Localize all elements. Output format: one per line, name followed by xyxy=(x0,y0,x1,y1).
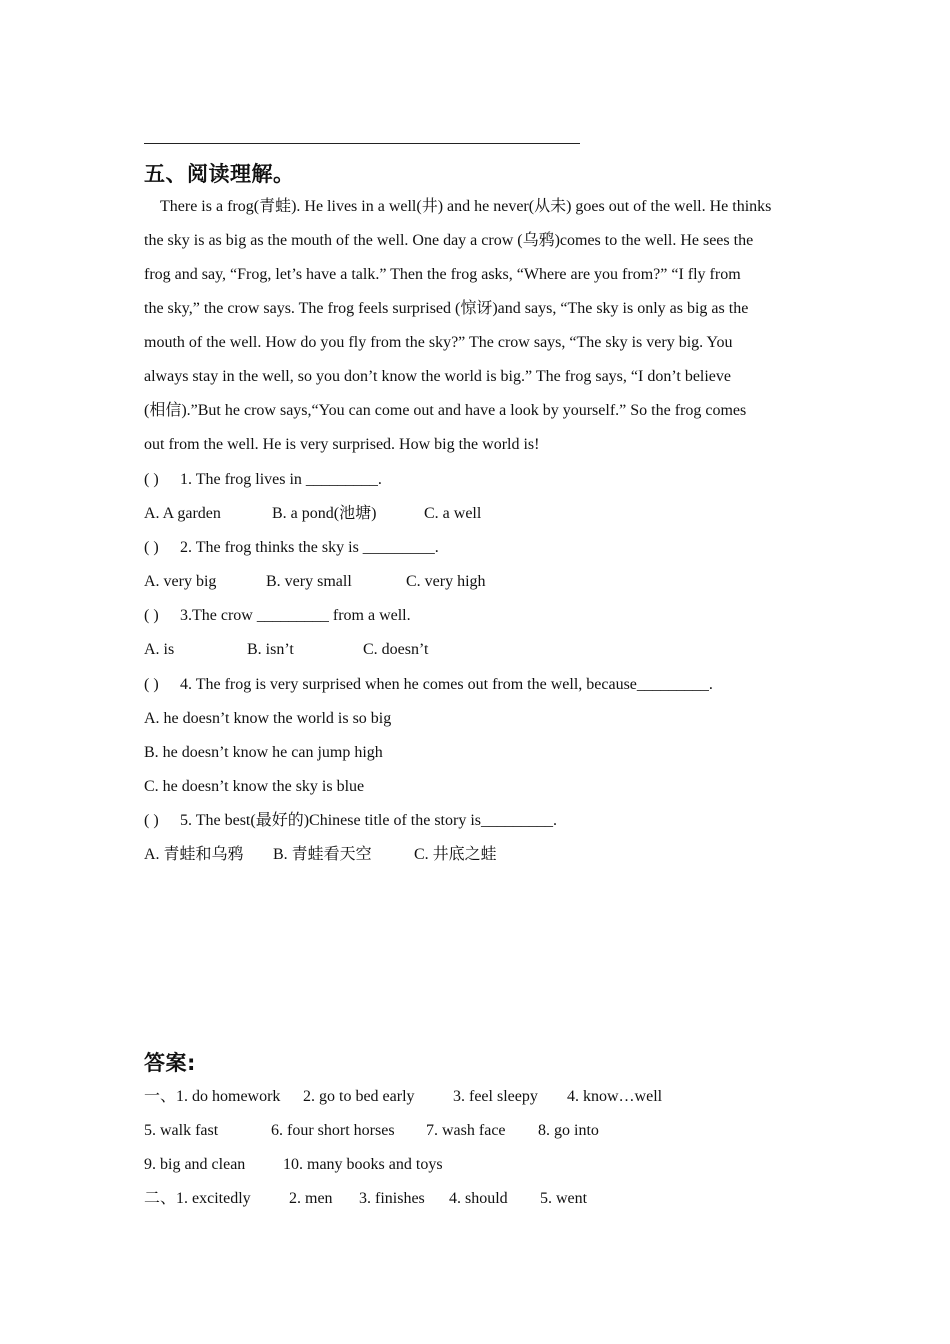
option-b: B. isn’t xyxy=(247,641,294,658)
question-4-option-c: C. he doesn’t know the sky is blue xyxy=(144,778,365,795)
answer-blank: ( ) xyxy=(144,676,159,693)
separator-rule xyxy=(144,143,580,144)
answer-item: 10. many books and toys xyxy=(283,1156,443,1173)
question-text: 3.The crow _________ from a well. xyxy=(180,607,411,624)
passage-line: (相信).”But he crow says,“You can come out and have a look by yourself.” So the frog comes xyxy=(144,402,747,419)
answer-item: 二、1. excitedly xyxy=(144,1190,251,1207)
passage-line: There is a frog(青蛙). He lives in a well(井) and he never(从未) goes out of the well. He thinks xyxy=(160,198,772,215)
option-c: C. 井底之蛙 xyxy=(414,846,497,863)
question-text: 1. The frog lives in _________. xyxy=(180,471,382,488)
passage-line: out from the well. He is very surprised. How big the world is! xyxy=(144,436,540,453)
question-1 xyxy=(144,470,382,490)
answer-item: 一、1. do homework xyxy=(144,1088,281,1105)
answer-item: 2. men xyxy=(289,1190,333,1207)
question-text: 4. The frog is very surprised when he comes out from the well, because_________. xyxy=(180,676,713,693)
option-c: C. doesn’t xyxy=(363,641,429,658)
option-c: C. a well xyxy=(424,505,482,522)
answer-blank: ( ) xyxy=(144,812,159,829)
option-a: A. very big xyxy=(144,573,217,590)
answer-item: 9. big and clean xyxy=(144,1156,246,1173)
answer-blank: ( ) xyxy=(144,539,159,556)
question-4-option-b: B. he doesn’t know he can jump high xyxy=(144,744,383,761)
passage-line: always stay in the well, so you don’t know the world is big.” The frog says, “I don’t believe xyxy=(144,368,732,385)
answer-item: 4. should xyxy=(449,1190,508,1207)
question-5 xyxy=(144,811,557,831)
answer-blank: ( ) xyxy=(144,607,159,624)
answer-item: 7. wash face xyxy=(426,1122,506,1139)
option-b: B. a pond(池塘) xyxy=(272,505,377,522)
answer-item: 6. four short horses xyxy=(271,1122,395,1139)
question-4 xyxy=(144,675,713,695)
option-b: B. 青蛙看天空 xyxy=(273,846,372,863)
answer-item: 3. finishes xyxy=(359,1190,425,1207)
option-a: A. A garden xyxy=(144,505,221,522)
answers-title: 答案: xyxy=(144,1051,196,1075)
answer-item: 5. went xyxy=(540,1190,588,1207)
answer-item: 8. go into xyxy=(538,1122,599,1139)
question-3 xyxy=(144,606,411,626)
answer-item: 5. walk fast xyxy=(144,1122,219,1139)
passage-line: frog and say, “Frog, let’s have a talk.” Then the frog asks, “Where are you from?” “I fly from xyxy=(144,266,741,283)
answer-item: 2. go to bed early xyxy=(303,1088,415,1105)
option-a: A. 青蛙和乌鸦 xyxy=(144,846,244,863)
passage-line: mouth of the well. How do you fly from the sky?” The crow says, “The sky is very big. You xyxy=(144,334,733,351)
section-title: 五、阅读理解。 xyxy=(144,162,295,186)
answer-blank: ( ) xyxy=(144,471,159,488)
question-4-option-a: A. he doesn’t know the world is so big xyxy=(144,710,392,727)
question-2 xyxy=(144,538,439,558)
option-a: A. is xyxy=(144,641,175,658)
answer-item: 3. feel sleepy xyxy=(453,1088,538,1105)
passage-line: the sky,” the crow says. The frog feels surprised (惊讶)and says, “The sky is only as big as the xyxy=(144,300,749,317)
passage-line: the sky is as big as the mouth of the well. One day a crow (乌鸦)comes to the well. He sees the xyxy=(144,232,754,249)
option-b: B. very small xyxy=(266,573,352,590)
option-c: C. very high xyxy=(406,573,486,590)
answer-item: 4. know…well xyxy=(567,1088,663,1105)
question-text: 2. The frog thinks the sky is _________. xyxy=(180,539,439,556)
question-text: 5. The best(最好的)Chinese title of the story is_________. xyxy=(180,812,557,829)
